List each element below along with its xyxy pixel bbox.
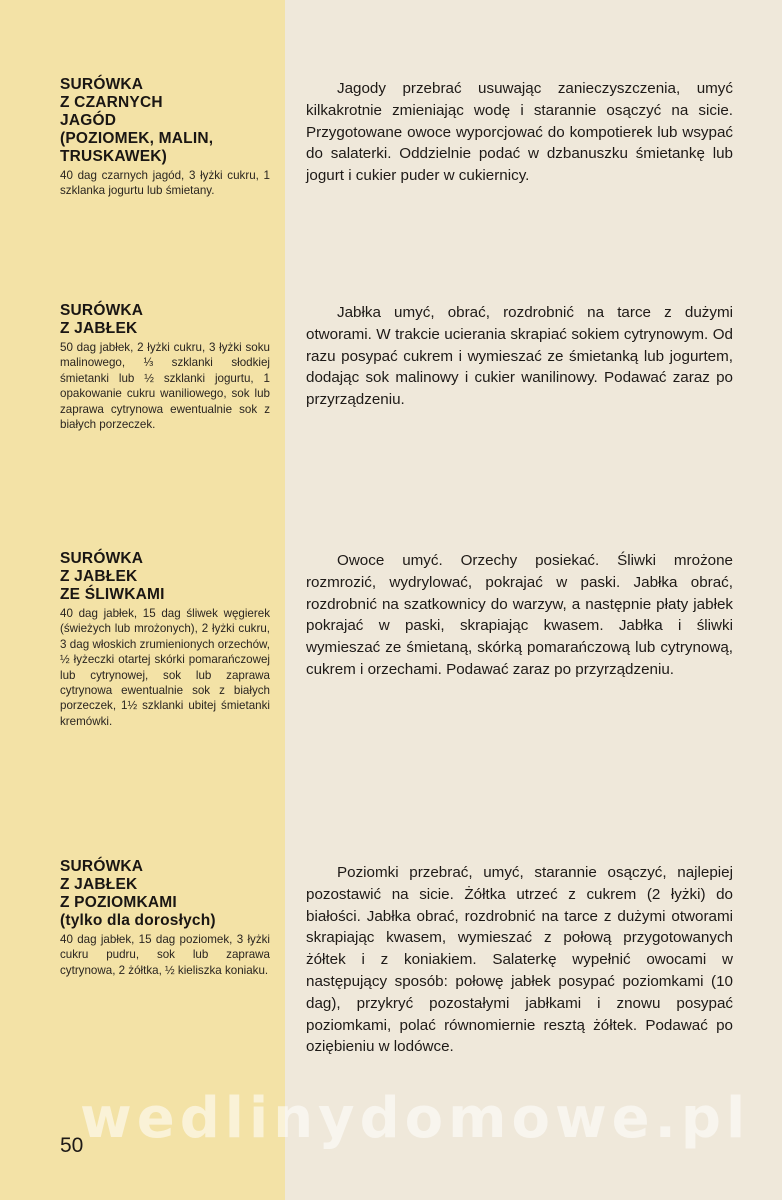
title-line: (POZIOMEK, MALIN,	[60, 130, 214, 147]
recipe-instructions-apples	[306, 302, 733, 411]
recipe-instructions-apples-plums	[306, 550, 733, 681]
recipe-instructions-apples-strawberries	[306, 862, 733, 1058]
recipe-title	[60, 76, 270, 166]
recipe-header-apples-plums	[60, 550, 270, 729]
ingredients-list: 40 dag czarnych jagód, 3 łyżki cukru, 1 szklanka jogurtu lub śmietany.	[60, 169, 270, 198]
recipe-instructions-blueberries	[306, 78, 733, 187]
recipe-header-blueberries	[60, 76, 270, 199]
ingredients-list: 40 dag jabłek, 15 dag śliwek węgierek (świeżych lub mrożonych), 2 łyżki cukru, 3 dag włoskich zrumienionych orzechów, ½ łyżeczki otartej skórki pomarańczowej lub cytrynowej, sok lub zaprawa cytrynowa ewentualnie sok z białych porzeczek, 1½ szklanki ubitej śmietanki kremówki.	[60, 607, 270, 728]
instructions-text: Poziomki przebrać, umyć, starannie osączyć, najlepiej pozostawić na sicie. Żółtka utrzeć z cukrem (2 łyżki) do białości. Jabłka obrać, rozdrobnić na tarce z dużymi otworami skrapiając kwasem, wymieszać z połową przygotowanych żółtek i z koniakiem. Salaterkę wypełnić owocami w następujący sposób: połowę jabłek posypać poziomkami (10 dag), przykryć pozostałymi jabłkami i znowu posypać poziomkami, polać równomiernie resztą żółtek. Podawać po oziębieniu w lodówce.	[306, 864, 733, 1056]
title-line: Z JABŁEK	[60, 320, 138, 337]
title-line: Z JABŁEK	[60, 876, 138, 893]
recipe-title	[60, 858, 270, 930]
title-line: Z JABŁEK	[60, 568, 138, 585]
title-line: Z CZARNYCH	[60, 94, 163, 111]
ingredients-list: 40 dag jabłek, 15 dag poziomek, 3 łyżki cukru pudru, sok lub zaprawa cytrynowa, 2 żółtka, ½ kieliszka koniaku.	[60, 933, 270, 977]
recipe-header-apples	[60, 302, 270, 432]
recipe-header-apples-strawberries	[60, 858, 270, 978]
title-line: Z POZIOMKAMI	[60, 894, 177, 911]
title-line: SURÓWKA	[60, 550, 144, 567]
instructions-text: Jagody przebrać usuwając zanieczyszczenia, umyć kilkakrotnie zmieniając wodę i starannie osączyć na sicie. Przygotowane owoce wyporcjować do kompotierek lub wsypać do salaterki. Oddzielnie podać w dzbanuszku śmietankę lub jogurt i cukier puder w cukiernicy.	[306, 80, 733, 185]
instructions-text: Jabłka umyć, obrać, rozdrobnić na tarce z dużymi otworami. W trakcie ucierania skrapiać sokiem cytrynowym. Od razu posypać cukrem i wymieszać ze śmietanką lub jogurtem, dodając sok malinowy i cukier wanilinowy. Podawać zaraz po przyrządzeniu.	[306, 304, 733, 409]
ingredients-list: 50 dag jabłek, 2 łyżki cukru, 3 łyżki soku malinowego, ⅓ szklanki słodkiej śmietanki lub ½ szklanki jogurtu, 1 opakowanie cukru waniliowego, sok lub zaprawa cytrynowa ewentualnie sok z białych porzeczek.	[60, 341, 270, 432]
watermark: wedlinydomowe.pl	[80, 1086, 751, 1151]
title-line: TRUSKAWEK)	[60, 148, 168, 165]
title-line: (tylko dla dorosłych)	[60, 912, 216, 929]
title-line: SURÓWKA	[60, 858, 144, 875]
title-line: JAGÓD	[60, 112, 117, 129]
title-line: SURÓWKA	[60, 302, 144, 319]
recipe-title	[60, 302, 270, 338]
page-number: 50	[60, 1134, 84, 1157]
title-line: SURÓWKA	[60, 76, 144, 93]
instructions-text: Owoce umyć. Orzechy posiekać. Śliwki mrożone rozmrozić, wydrylować, pokrajać w paski. Jabłka obrać, rozdrobnić na szatkownicy do warzyw, a następnie płaty jabłek pokrajać w paski, skrapiając kwasem. Jabłka i śliwki wymieszać ze śmietaną, skórką pomarańczową lub cytrynową, cukrem i orzechami. Podawać zaraz po przyrządzeniu.	[306, 552, 733, 678]
recipe-title	[60, 550, 270, 604]
title-line: ZE ŚLIWKAMI	[60, 586, 165, 603]
